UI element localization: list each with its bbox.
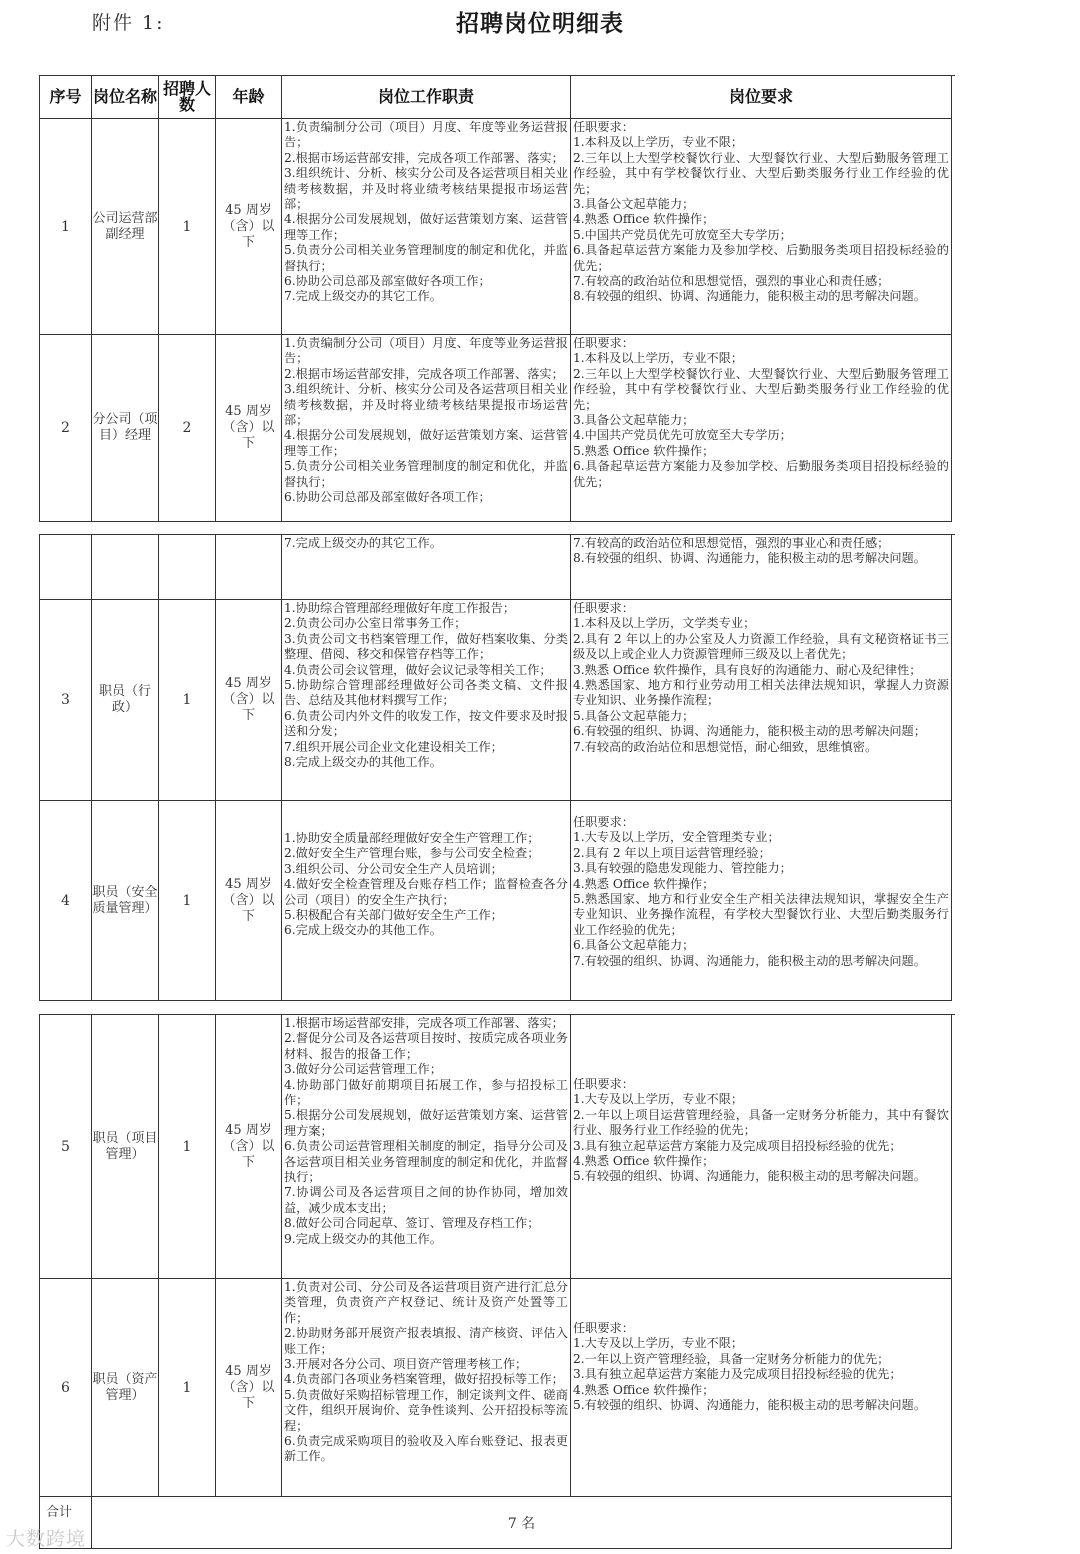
row-1-requirements-line: 6.具备起草运营方案能力及参加学校、后勤服务类项目招投标经验的优先；: [573, 243, 949, 273]
row-6-requirements-line: 1.大专及以上学历，专业不限；: [573, 1336, 744, 1351]
table-segment-3: [39, 1014, 955, 1549]
row-4-count: 1: [159, 801, 216, 1001]
row-1-requirements: [571, 119, 952, 335]
row-3-requirements-line: 1.本科及以上学历，文学类专业；: [573, 616, 756, 631]
row-3-duties-line: 6.负责公司内外文件的收发工作，按文件要求及时报送和分发；: [284, 708, 568, 739]
row-1-duties: [282, 119, 571, 335]
row-3-duties-line: 7.组织开展公司企业文化建设相关工作；: [284, 739, 503, 754]
row-3-requirements-line: 6.有较强的组织、协调、沟通能力，能积极主动的思考解决问题；: [573, 724, 926, 739]
row-5-requirements-line: 5.有较强的组织、协调、沟通能力，能积极主动的思考解决问题。: [573, 1169, 926, 1184]
row-6-duties-line: 5.负责做好采购招标管理工作，制定谈判文件、磋商文件，组织开展询价、竞争性谈判、公开招投标等流程；: [284, 1387, 568, 1433]
row-1-no: 1: [40, 119, 92, 335]
row-2-requirements-line: 6.具备起草运营方案能力及参加学校、后勤服务类项目招投标经验的优先；: [573, 459, 949, 489]
row-3-requirements-line: 5.具备公文起草能力；: [573, 708, 695, 723]
attachment-label: 附件 1:: [92, 12, 165, 34]
row-2-requirements-line: 1.本科及以上学历，专业不限；: [573, 351, 744, 366]
row-4-duties-line: 2.做好安全生产管理台账，参与公司安全检查；: [284, 846, 540, 861]
row-2-duties-line: 3.组织统计、分析、核实分公司及各运营项目相关业绩考核数据，并及时将业绩考核结果提报市场运营部；: [284, 382, 568, 428]
row-3-no: 3: [40, 600, 92, 801]
row-6-requirements-line: 任职要求：: [573, 1321, 634, 1335]
row-5-duties-line: 8.做好公司合同起草、签订、管理及存档工作；: [284, 1216, 540, 1231]
row-3-requirements-line: 任职要求：: [573, 601, 634, 615]
row-5-duties-line: 2.督促分公司及各运营项目按时、按质完成各项业务材料、报告的报备工作；: [284, 1031, 568, 1061]
row-5-duties-line: 7.协调公司及各运营项目之间的协作协同，增加效益，减少成本支出；: [284, 1185, 568, 1215]
row-6-duties-line: 6.负责完成采购项目的验收及入库台账登记、报表更新工作。: [284, 1434, 568, 1464]
row-3-duties-line: 1.协助综合管理部经理做好年度工作报告；: [284, 601, 516, 615]
row-6-requirements-line: 4.熟悉 Office 软件操作；: [573, 1382, 715, 1397]
row-2-duties-line: 2.根据市场运营部安排，完成各项工作部署、落实；: [284, 366, 564, 381]
row-1-requirements-line: 5.中国共产党员优先可放宽至大专学历；: [573, 227, 792, 242]
row-2-duties-line: 1.负责编制分公司（项目）月度、年度等业务运营报告；: [284, 336, 568, 366]
table-segment-1: [39, 75, 955, 522]
row-6-duties-line: 3.开展对各分公司、项目资产管理考核工作；: [284, 1357, 528, 1372]
row-6-requirements-line: 2.一年以上资产管理经验，具备一定财务分析能力的优先；: [573, 1351, 890, 1366]
row-6-no: 6: [40, 1279, 92, 1497]
row-3-requirements-line: 2.具有 2 年以上的办公室及人力资源工作经验，具有文秘资格证书三级及以上或企业人力资源管理师三级及以上者优先；: [573, 631, 949, 662]
row-6-requirements-line: 3.具有独立起草运营方案能力及完成项目招投标经验的优先；: [573, 1367, 902, 1382]
row-5-duties-line: 6.负责公司运营管理相关制度的制定，指导分公司及各运营项目相关业务管理制度的制定和优化，并监督执行；: [284, 1139, 568, 1185]
row-5-position: 职员（项目管理）: [92, 1015, 159, 1279]
total-value: 7 名: [92, 1497, 952, 1549]
row-2-cont-count: [159, 535, 216, 600]
row-5-age: 45 周岁（含）以下: [216, 1015, 282, 1279]
row-2-duties-line: 6.协助公司总部及部室做好各项工作；: [284, 490, 491, 505]
row-2-position: 分公司（项目）经理: [92, 335, 159, 522]
row-4-requirements-line: 7.有较强的组织、协调、沟通能力，能积极主动的思考解决问题。: [573, 953, 926, 968]
row-4-requirements-line: 任职要求：: [573, 815, 634, 829]
row-6-requirements-line: 5.有较强的组织、协调、沟通能力，能积极主动的思考解决问题。: [573, 1398, 926, 1413]
row-4-requirements-line: 5.熟悉国家、地方和行业安全生产相关法律法规知识，掌握安全生产专业知识、业务操作流程，有学校大型餐饮行业、大型后勤类服务行业工作经验的优先；: [573, 892, 949, 937]
table-segment-2: [39, 534, 955, 1001]
header-requirements: 岗位要求: [571, 76, 952, 119]
row-3-requirements-line: 4.熟悉国家、地方和行业劳动用工相关法律法规知识，掌握人力资源专业知识、业务操作流程；: [573, 678, 949, 708]
row-3-duties-line: 3.负责公司文书档案管理工作，做好档案收集、分类整理、借阅、移交和保管存档等工作；: [284, 631, 568, 662]
row-5-requirements-line: 1.大专及以上学历，专业不限；: [573, 1092, 744, 1107]
row-2-cont-duties-line: 7.完成上级交办的其它工作。: [284, 536, 442, 550]
row-3-duties: [282, 600, 571, 801]
row-1-requirements-line: 7.有较高的政治站位和思想觉悟，强烈的事业心和责任感；: [573, 274, 890, 289]
row-5-duties-line: 5.根据分公司发展规划，做好运营策划方案、运营管理方案；: [284, 1108, 568, 1138]
row-1-duties-line: 7.完成上级交办的其它工作。: [284, 289, 442, 304]
row-6-position: 职员（资产管理）: [92, 1279, 159, 1497]
row-2-duties-line: 5.负责分公司相关业务管理制度的制定和优化，并监督执行；: [284, 459, 568, 489]
row-2-duties: [282, 335, 571, 522]
row-1-requirements-line: 1.本科及以上学历，专业不限；: [573, 135, 744, 150]
row-3-requirements-line: 7.有较高的政治站位和思想觉悟，耐心细致，思维慎密。: [573, 739, 878, 754]
row-1-count: 1: [159, 119, 216, 335]
row-1-requirements-line: 任职要求：: [573, 120, 634, 134]
row-2-requirements-line: 2.三年以上大型学校餐饮行业、大型餐饮行业、大型后勤服务管理工作经验，其中有学校餐饮行业、大型后勤类服务行业工作经验的优先；: [573, 366, 949, 412]
row-4-duties-line: 3.组织公司、分公司安全生产人员培训；: [284, 861, 503, 876]
row-2-no: 2: [40, 335, 92, 522]
page-title: 招聘岗位明细表: [456, 10, 624, 37]
total-label: 合计: [40, 1497, 92, 1549]
row-1-age: 45 周岁（含）以下: [216, 119, 282, 335]
row-3-duties-line: 2.负责公司办公室日常事务工作；: [284, 616, 467, 631]
row-3-age: 45 周岁（含）以下: [216, 600, 282, 801]
row-6-count: 1: [159, 1279, 216, 1497]
row-5-count: 1: [159, 1015, 216, 1279]
row-1-requirements-line: 3.具备公文起草能力；: [573, 197, 695, 212]
row-5-duties-line: 1.根据市场运营部安排，完成各项工作部署、落实；: [284, 1016, 564, 1030]
row-5-requirements: [571, 1015, 952, 1279]
row-5-requirements-line: 任职要求：: [573, 1077, 634, 1091]
row-2-requirements-line: 4.中国共产党员优先可放宽至大专学历；: [573, 428, 792, 443]
row-2-count: 2: [159, 335, 216, 522]
row-5-duties-line: 4.协助部门做好前期项目拓展工作，参与招投标工作；: [284, 1077, 568, 1108]
row-2-duties-line: 4.根据分公司发展规划，做好运营策划方案、运营管理等工作；: [284, 428, 568, 458]
row-2-cont-requirements-line: 8.有较强的组织、协调、沟通能力，能积极主动的思考解决问题。: [573, 551, 926, 566]
row-1-duties-line: 1.负责编制分公司（项目）月度、年度等业务运营报告；: [284, 120, 568, 150]
row-5-duties-line: 9.完成上级交办的其他工作。: [284, 1231, 442, 1246]
row-4-duties-line: 1.协助安全质量部经理做好安全生产管理工作；: [284, 831, 540, 845]
row-5-requirements-line: 2.一年以上项目运营管理经验，具备一定财务分析能力，其中有餐饮行业、服务行业工作经验的优先；: [573, 1107, 949, 1138]
row-1-requirements-line: 8.有较强的组织、协调、沟通能力，能积极主动的思考解决问题。: [573, 289, 926, 304]
row-4-position: 职员（安全质量管理）: [92, 801, 159, 1001]
row-4-requirements-line: 2.具有 2 年以上项目运营管理经验；: [573, 845, 771, 860]
row-5-requirements-line: 3.具有独立起草运营方案能力及完成项目招投标经验的优先；: [573, 1138, 902, 1153]
row-2-cont-requirements: [571, 535, 952, 600]
row-2-requirements-line: 任职要求：: [573, 336, 634, 350]
row-3-duties-line: 4.负责公司会议管理，做好会议记录等相关工作；: [284, 662, 552, 677]
header-position: 岗位名称: [92, 76, 159, 119]
row-1-duties-line: 2.根据市场运营部安排，完成各项工作部署、落实；: [284, 150, 564, 165]
row-2-cont-duties: [282, 535, 571, 600]
row-5-requirements-line: 4.熟悉 Office 软件操作；: [573, 1154, 715, 1169]
header-duties: 岗位工作职责: [282, 76, 571, 119]
header-age: 年龄: [216, 76, 282, 119]
row-4-requirements-line: 1.大专及以上学历，安全管理类专业；: [573, 830, 780, 845]
row-5-duties-line: 3.做好分公司运营管理工作；: [284, 1062, 442, 1077]
row-2-cont-position: [92, 535, 159, 600]
row-3-count: 1: [159, 600, 216, 801]
row-4-duties-line: 5.积极配合有关部门做好安全生产工作；: [284, 908, 503, 923]
row-2-cont-no: [40, 535, 92, 600]
row-1-requirements-line: 4.熟悉 Office 软件操作；: [573, 212, 715, 227]
row-2-age: 45 周岁（含）以下: [216, 335, 282, 522]
row-4-duties-line: 4.做好安全检查管理及台账存档工作；监督检查各分公司（项目）的安全生产执行；: [284, 877, 568, 907]
row-6-duties-line: 1.负责对公司、分公司及各运营项目资产进行汇总分类管理，负责资产产权登记、统计及资产处置等工作；: [284, 1280, 568, 1325]
row-1-duties-line: 4.根据分公司发展规划，做好运营策划方案、运营管理等工作；: [284, 212, 568, 242]
row-1-position: 公司运营部副经理: [92, 119, 159, 335]
row-2-requirements: [571, 335, 952, 522]
row-3-requirements: [571, 600, 952, 801]
row-4-duties: [282, 801, 571, 1001]
row-5-duties: [282, 1015, 571, 1279]
row-1-requirements-line: 2.三年以上大型学校餐饮行业、大型餐饮行业、大型后勤服务管理工作经验，其中有学校餐饮行业、大型后勤类服务行业工作经验的优先；: [573, 150, 949, 196]
row-4-requirements-line: 6.具备公文起草能力；: [573, 938, 695, 953]
row-4-age: 45 周岁（含）以下: [216, 801, 282, 1001]
header-no: 序号: [40, 76, 92, 119]
row-1-duties-line: 6.协助公司总部及部室做好各项工作；: [284, 274, 491, 289]
row-6-duties: [282, 1279, 571, 1497]
row-3-position: 职员（行政）: [92, 600, 159, 801]
row-2-requirements-line: 5.熟悉 Office 软件操作；: [573, 443, 715, 458]
row-2-cont-requirements-line: 7.有较高的政治站位和思想觉悟，强烈的事业心和责任感；: [573, 536, 890, 550]
row-6-age: 45 周岁（含）以下: [216, 1279, 282, 1497]
row-1-duties-line: 5.负责分公司相关业务管理制度的制定和优化，并监督执行；: [284, 243, 568, 273]
header-count: 招聘人数: [159, 76, 216, 119]
row-4-no: 4: [40, 801, 92, 1001]
row-3-requirements-line: 3.熟悉 Office 软件操作，具有良好的沟通能力、耐心及纪律性；: [573, 662, 922, 677]
row-4-duties-line: 6.完成上级交办的其他工作。: [284, 923, 442, 938]
row-2-requirements-line: 3.具备公文起草能力；: [573, 413, 695, 428]
watermark: 大数跨境: [6, 1528, 87, 1550]
row-4-requirements: [571, 801, 952, 1001]
row-6-duties-line: 2.协助财务部开展资产报表填报、清产核资、评估入账工作；: [284, 1326, 568, 1356]
row-1-duties-line: 3.组织统计、分析、核实分公司及各运营项目相关业绩考核数据，并及时将业绩考核结果提报市场运营部；: [284, 166, 568, 212]
row-6-requirements: [571, 1279, 952, 1497]
row-3-duties-line: 8.完成上级交办的其他工作。: [284, 755, 442, 770]
row-2-cont-age: [216, 535, 282, 600]
row-3-duties-line: 5.协助综合管理部经理做好公司各类文稿、文件报告、总结及其他材料撰写工作；: [284, 678, 568, 708]
row-5-no: 5: [40, 1015, 92, 1279]
row-6-duties-line: 4.负责部门各项业务档案管理，做好招投标等工作；: [284, 1372, 564, 1387]
row-4-requirements-line: 4.熟悉 Office 软件操作；: [573, 876, 715, 891]
row-4-requirements-line: 3.具有较强的隐患发现能力、管控能力；: [573, 861, 792, 876]
